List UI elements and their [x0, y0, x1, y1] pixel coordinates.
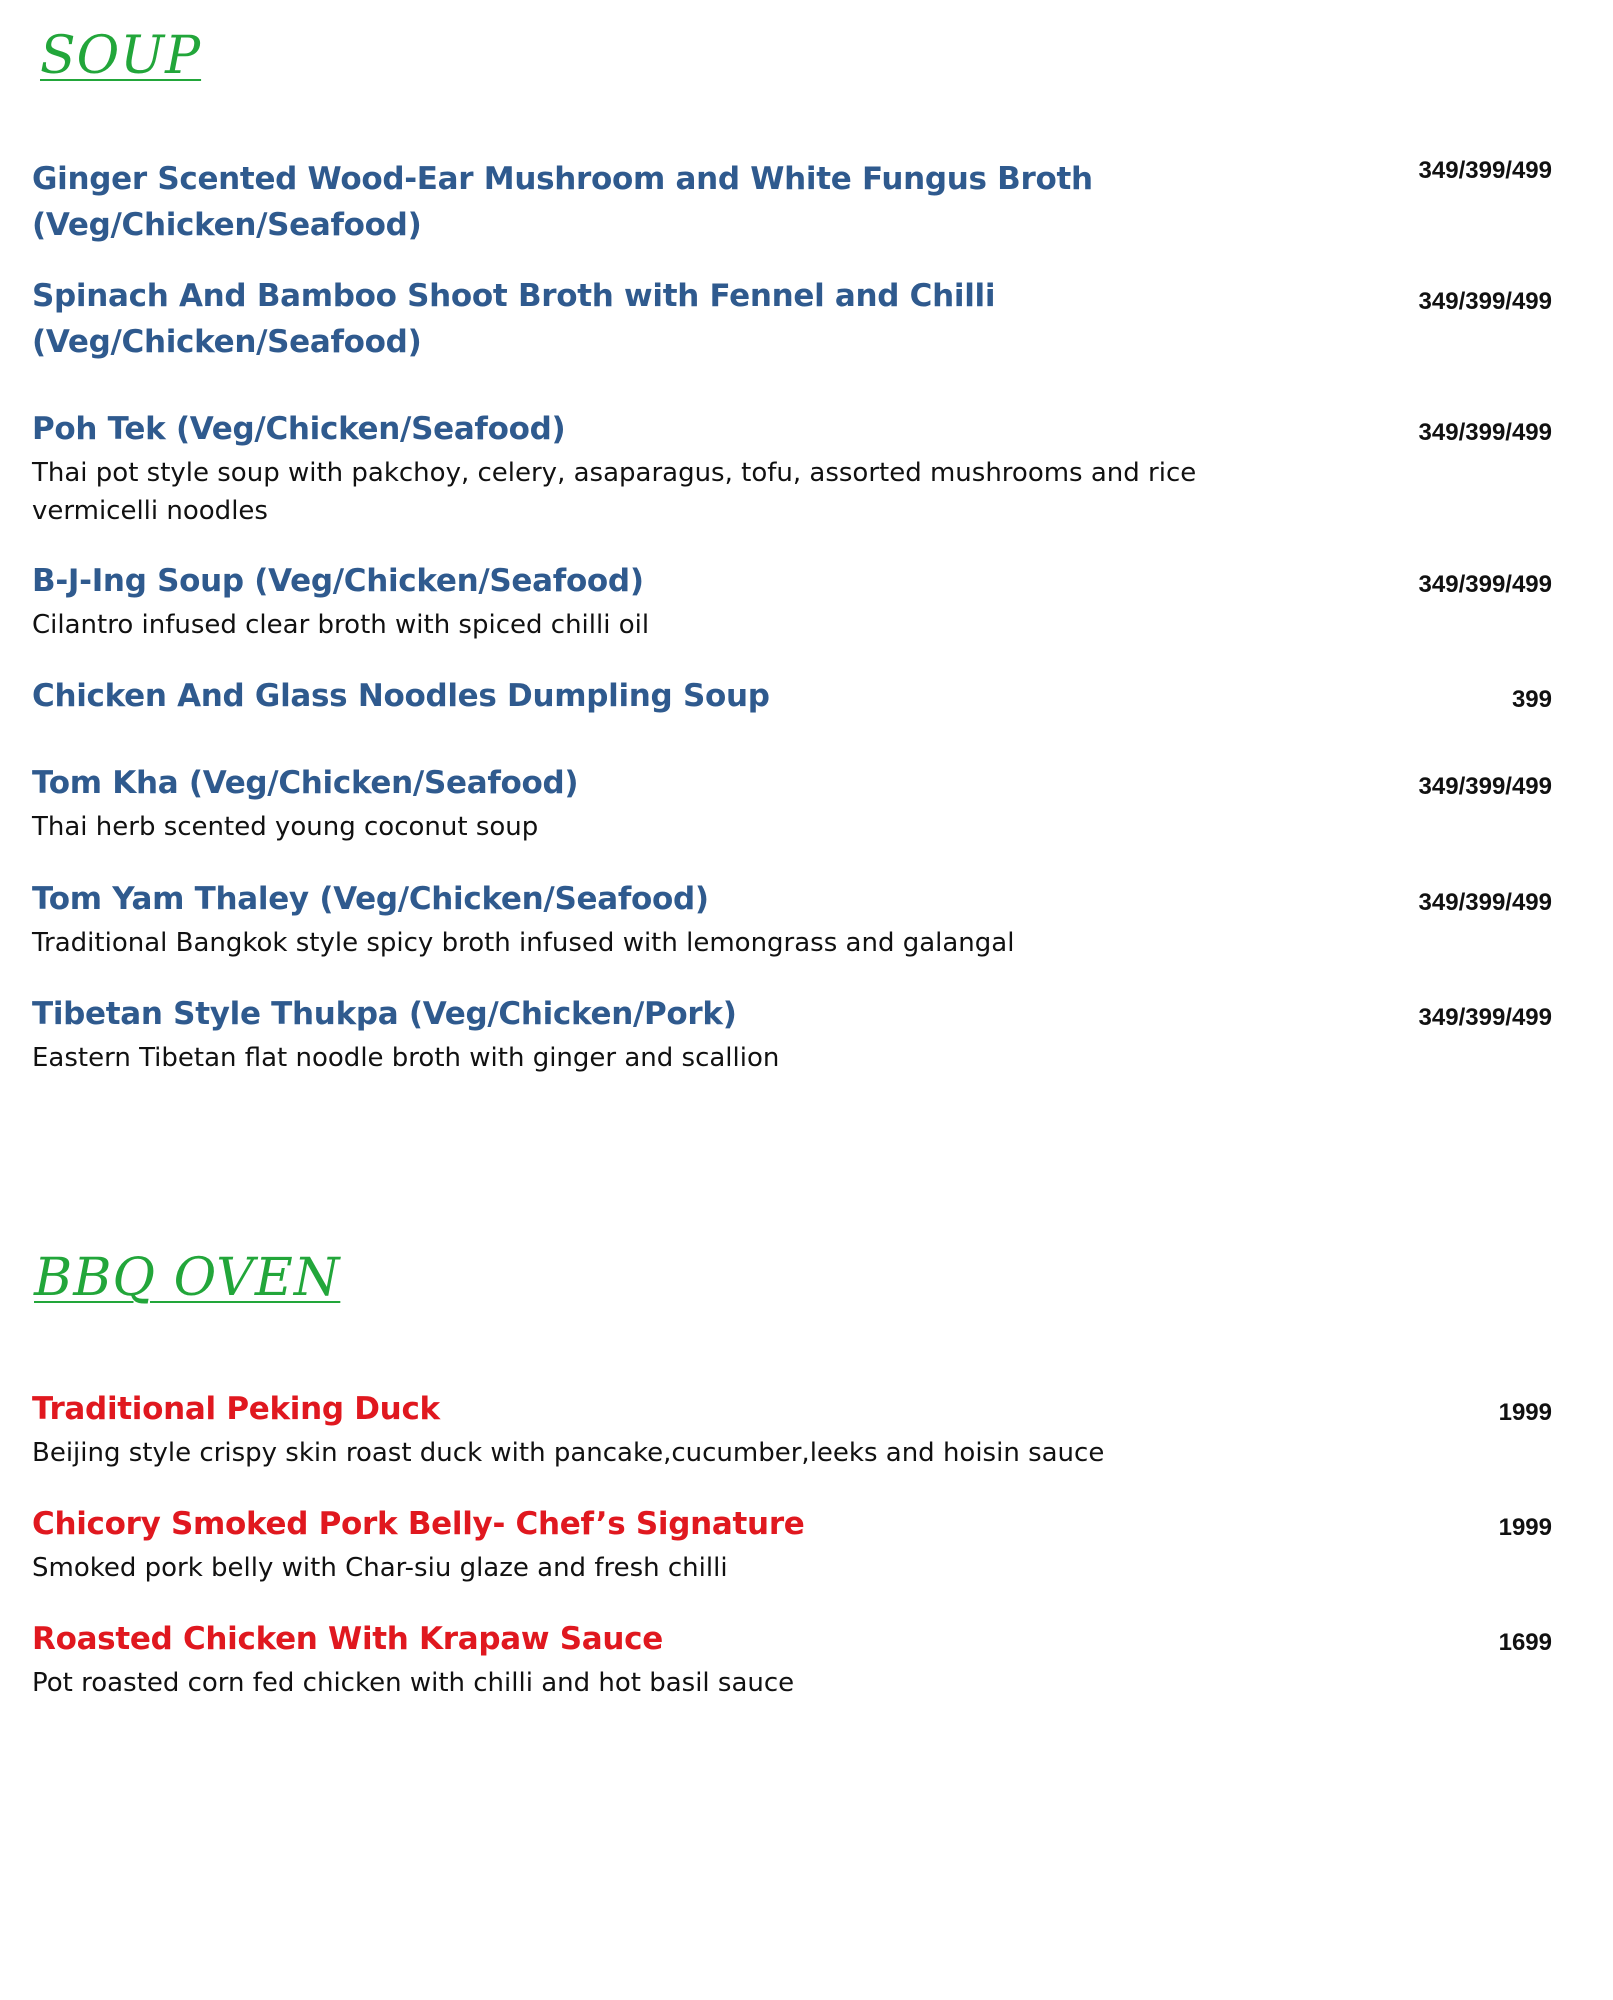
- menu-item-pork-belly: [32, 1501, 1552, 1587]
- item-name: Tom Kha (Veg/Chicken/Seafood): [32, 765, 579, 801]
- menu-item-poh-tek: [32, 406, 1552, 530]
- item-name: Traditional Peking Duck: [32, 1391, 440, 1427]
- item-description: Thai herb scented young coconut soup: [32, 812, 539, 842]
- menu-item-tibetan-thukpa: [32, 991, 1552, 1077]
- item-description: Cilantro infused clear broth with spiced chilli oil: [32, 610, 650, 640]
- menu-item-dumpling-soup: [32, 673, 1552, 719]
- item-name: Poh Tek (Veg/Chicken/Seafood): [32, 411, 566, 447]
- item-description: Smoked pork belly with Char-siu glaze and fresh chilli: [32, 1553, 728, 1583]
- bbq-section-title: BBQ OVEN: [34, 1248, 341, 1308]
- menu-item-b-j-ing-soup: [32, 558, 1552, 644]
- item-price: 1999: [1498, 1514, 1552, 1541]
- menu-item-roasted-chicken: [32, 1616, 1552, 1702]
- menu-item-ginger-broth: [32, 156, 1552, 248]
- menu-item-peking-duck: [32, 1386, 1552, 1472]
- item-description: Thai pot style soup with pakchoy, celery, asaparagus, tofu, assorted mushrooms and rice vermicelli noodles: [32, 458, 1197, 526]
- item-name: Chicory Smoked Pork Belly- Chef’s Signature: [32, 1506, 805, 1542]
- soup-section-title: SOUP: [40, 26, 202, 86]
- item-name: Spinach And Bamboo Shoot Broth with Fennel and Chilli (Veg/Chicken/Seafood): [32, 278, 996, 360]
- menu-item-tom-yam-thaley: [32, 876, 1552, 962]
- item-price: 349/399/499: [1418, 288, 1552, 315]
- item-price: 349/399/499: [1418, 419, 1552, 446]
- item-description: Eastern Tibetan flat noodle broth with ginger and scallion: [32, 1043, 780, 1073]
- item-price: 349/399/499: [1418, 571, 1552, 598]
- menu-item-spinach-broth: [32, 273, 1552, 365]
- item-description: Traditional Bangkok style spicy broth infused with lemongrass and galangal: [32, 928, 1015, 958]
- item-price: 349/399/499: [1418, 157, 1552, 184]
- menu-item-tom-kha: [32, 760, 1552, 846]
- item-price: 349/399/499: [1418, 889, 1552, 916]
- item-description: Pot roasted corn fed chicken with chilli and hot basil sauce: [32, 1668, 795, 1698]
- item-description: Beijing style crispy skin roast duck with pancake,cucumber,leeks and hoisin sauce: [32, 1438, 1105, 1468]
- item-price: 349/399/499: [1418, 773, 1552, 800]
- item-price: 1999: [1498, 1399, 1552, 1426]
- item-name: Ginger Scented Wood-Ear Mushroom and White Fungus Broth (Veg/Chicken/Seafood): [32, 161, 1093, 243]
- item-name: Chicken And Glass Noodles Dumpling Soup: [32, 678, 770, 714]
- item-name: Tibetan Style Thukpa (Veg/Chicken/Pork): [32, 996, 737, 1032]
- item-name: Tom Yam Thaley (Veg/Chicken/Seafood): [32, 881, 709, 917]
- item-price: 399: [1511, 686, 1552, 713]
- item-price: 349/399/499: [1418, 1004, 1552, 1031]
- item-price: 1699: [1498, 1629, 1552, 1656]
- item-name: B-J-Ing Soup (Veg/Chicken/Seafood): [32, 563, 644, 599]
- item-name: Roasted Chicken With Krapaw Sauce: [32, 1621, 663, 1657]
